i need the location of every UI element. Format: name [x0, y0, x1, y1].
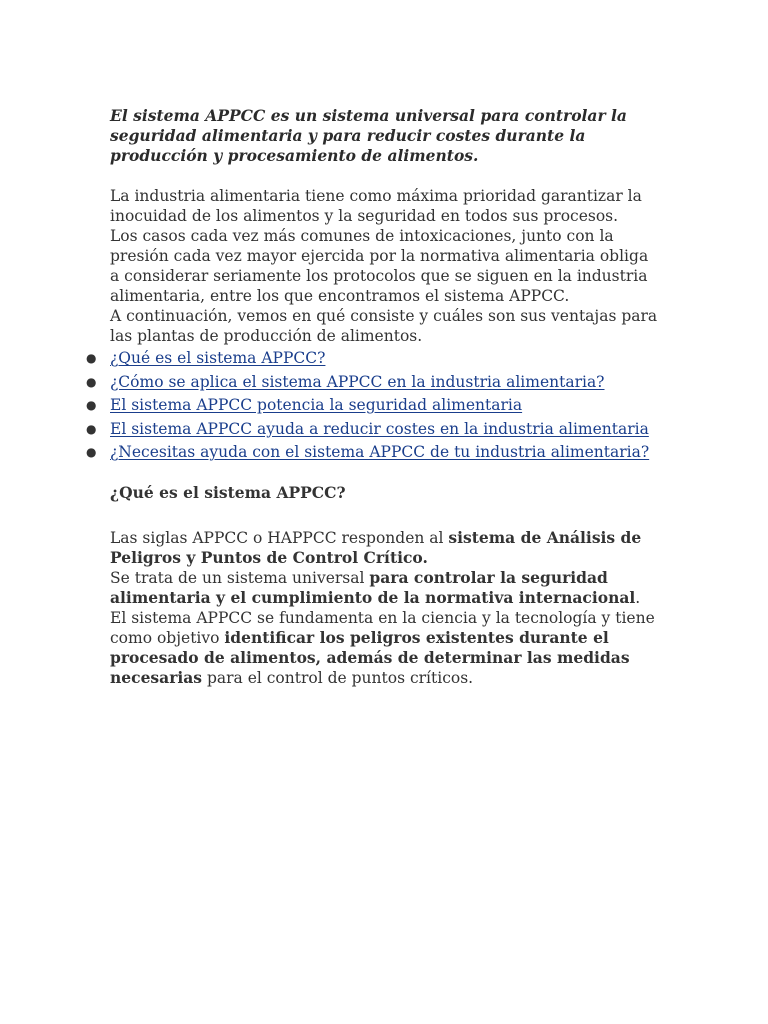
section-paragraph-1 — [110, 528, 658, 568]
section-paragraph-3 — [110, 608, 658, 688]
toc-item — [86, 441, 658, 465]
body-paragraph-2: Los casos cada vez más comunes de intoxicaciones, junto con la presión cada vez mayor ejercida por la normativa alimentaria obliga a considerar seriamente los protocolos que se siguen en la industria alimentaria, entre los que encontramos el sistema APPCC. — [110, 227, 649, 305]
text-run: El sistema APPCC se fundamenta en la ciencia y la tecnología y tiene como objetivo — [110, 608, 655, 647]
section-heading: ¿Qué es el sistema APPCC? — [110, 482, 346, 502]
toc-link-que-es[interactable]: ¿Qué es el sistema APPCC? — [110, 349, 326, 367]
text-run: . — [422, 547, 428, 567]
bullet-icon: ● — [86, 421, 97, 436]
intro-paragraph: El sistema APPCC es un sistema universal para controlar la seguridad alimentaria y para reducir costes durante la producción y procesamiento de alimentos. — [110, 106, 627, 165]
toc-link-seguridad[interactable]: El sistema APPCC potencia la seguridad alimentaria — [110, 396, 523, 414]
text-run: . — [635, 588, 641, 607]
bullet-icon: ● — [86, 398, 97, 412]
emphasis-run: para controlar la seguridad alimentaria y el cumplimiento de la normativa internacional — [110, 567, 636, 607]
toc-item — [86, 347, 658, 371]
text-run: Se trata de un sistema universal — [110, 568, 370, 587]
bullet-icon: ● — [86, 351, 97, 365]
section-body — [110, 528, 658, 688]
toc-item — [86, 371, 658, 395]
toc-link-ayuda[interactable]: ¿Necesitas ayuda con el sistema APPCC de tu industria alimentaria? — [110, 443, 650, 461]
toc-link-costes[interactable]: El sistema APPCC ayuda a reducir costes en la industria alimentaria — [110, 419, 649, 438]
bullet-icon: ● — [86, 445, 97, 459]
emphasis-run: sistema de Análisis de Peligros y Puntos de Control Crítico — [110, 527, 642, 567]
toc-item — [86, 394, 658, 418]
text-run: para el control de puntos críticos. — [202, 668, 474, 687]
section-paragraph-2 — [110, 568, 658, 608]
bullet-icon: ● — [86, 374, 97, 389]
body-paragraph-3: A continuación, vemos en qué consiste y cuáles son sus ventajas para las plantas de producción de alimentos. — [110, 307, 658, 345]
body-paragraph-1: La industria alimentaria tiene como máxima prioridad garantizar la inocuidad de los alimentos y la seguridad en todos sus procesos. — [110, 187, 642, 225]
document-page — [86, 106, 658, 688]
toc-link-como-se-aplica[interactable]: ¿Cómo se aplica el sistema APPCC en la industria alimentaria? — [110, 372, 605, 391]
text-run: Las siglas APPCC o HAPPCC responden al — [110, 528, 449, 547]
emphasis-run: identificar los peligros existentes durante el procesado de alimentos, además de determinar las medidas necesarias — [110, 627, 630, 687]
table-of-contents — [86, 347, 658, 465]
toc-item — [86, 418, 658, 442]
